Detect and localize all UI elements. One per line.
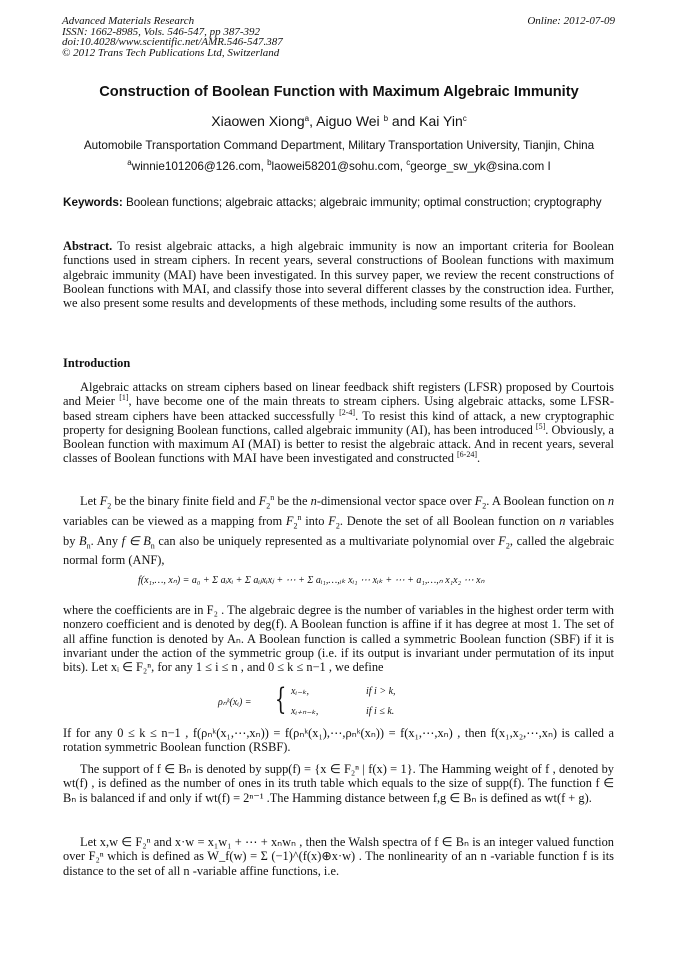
rho-case-1: xᵢ₋ₖ, — [291, 686, 310, 697]
online-date: Online: 2012-07-09 — [527, 15, 615, 27]
rho-condition-1: if i > k, — [366, 686, 396, 697]
citation-3[interactable]: [5] — [535, 421, 546, 431]
keywords-label: Keywords: — [63, 196, 123, 209]
author-1: Xiaowen Xiong — [211, 113, 305, 129]
author-3-mark: c — [462, 114, 467, 123]
intro-paragraph-5: The support of f ∈ Bₙ is denoted by supp(f) = {x ∈ F₂ⁿ | f(x) = 1}. The Hamming weight of f , denoted by wt(f) , is defined as the number of ones in its truth table which equals to the size of supp(f). The function f ∈ Bₙ is balanced if and only if wt(f) = 2ⁿ⁻¹ .The Hamming distance between f,g ∈ Bₙ is defined as wt(f + g). — [63, 762, 614, 805]
rho-condition-2: if i ≤ k. — [366, 706, 395, 717]
intro-paragraph-1 — [63, 380, 614, 466]
author-2: , Aiguo Wei — [309, 113, 384, 129]
author-3: and Kai Yin — [388, 113, 463, 129]
intro-p1-text-b: , have become one of the main threats to stream ciphers. Using algebraic attacks, some LFSR-based stream ciphers have been attacked successfully — [63, 394, 615, 423]
piecewise-brace: { — [274, 682, 287, 717]
intro-p1-text-d: . Obviously, a Boolean function with maximum AI (MAI) is better to resist the algebraic attack. And in recent years, several classes of Boolean functions with MAI have been investigated and constructed — [63, 422, 614, 466]
copyright-line: © 2012 Trans Tech Publications Ltd, Switzerland — [62, 46, 280, 59]
abstract-label: Abstract. — [63, 239, 113, 253]
email-2[interactable]: laowei58201@sohu.com, — [271, 160, 407, 173]
email-3-mark: c — [406, 158, 411, 167]
citation-2[interactable]: [2-4] — [339, 407, 356, 417]
intro-paragraph-6: Let x,w ∈ F₂ⁿ and x·w = x₁w₁ + ⋯ + xₙwₙ , then the Walsh spectra of f ∈ Bₙ is an integer valued function over F₂ⁿ which is defined as W_f(w) = Σ (−1)^(f(x)⊕x·w) . The nonlinearity of an n -variable function f is its distance to the set of all n -variable affine functions, i.e. — [63, 835, 614, 878]
citation-1[interactable]: [1] — [119, 393, 129, 403]
paper-title: Construction of Boolean Function with Maximum Algebraic Immunity — [99, 84, 579, 100]
email-1-mark: a — [127, 158, 132, 167]
author-2-mark: b — [383, 114, 389, 123]
intro-p1-text-c: . To resist this kind of attack, a new cryptographic property for designing Boolean functions, called algebraic immunity (AI), has been introduced — [63, 408, 614, 437]
rho-lhs: ρₙᵏ(xᵢ) = — [218, 697, 252, 708]
citation-4[interactable]: [6-24] — [456, 450, 477, 460]
email-2-mark: b — [267, 158, 272, 167]
journal-name: Advanced Materials Research — [62, 15, 195, 27]
intro-p1-text-a: Algebraic attacks on stream ciphers based on linear feedback shift registers (LFSR) proposed by Courtois and Meier — [63, 380, 614, 409]
affiliation: Automobile Transportation Command Department, Military Transportation University, Tianjin, China — [83, 139, 595, 152]
intro-paragraph-4: If for any 0 ≤ k ≤ n−1 , f(ρₙᵏ(x₁,⋯,xₙ)) = f(ρₙᵏ(x₁),⋯,ρₙᵏ(xₙ)) = f(x₁,⋯,xₙ) , then f(x₁,x₂,⋯,xₙ) is called a rotation symmetric Boolean function (RSBF). — [63, 726, 614, 755]
intro-paragraph-2: Let $F_2$ be the binary finite field and $F_2^n$ be the n-dimensional vector space over $F_2$. A Boolean function on n variables can be viewed as a mapping from $F_2^n$ into $F_2$. Denote the set of all Boolean function on n variables by $B_n$. Any f ∈ $B_n$ can also be uniquely represented as a multivariate polynomial over $F_2$, called the algebraic normal form (ANF), — [63, 493, 615, 568]
author-list — [40, 113, 638, 129]
abstract — [63, 239, 614, 310]
keywords-text: Boolean functions; algebraic attacks; algebraic immunity; optimal construction; cryptography — [122, 196, 602, 209]
journal-header — [62, 16, 615, 58]
doi-line[interactable]: doi:10.4028/www.scientific.net/AMR.546-547.387 — [62, 36, 283, 49]
issn-line: ISSN: 1662-8985, Vols. 546-547, pp 387-392 — [62, 25, 260, 38]
rho-case-2: xᵢ₊ₙ₋ₖ, — [291, 706, 319, 717]
keywords — [63, 196, 614, 210]
intro-p1-text-e: . — [476, 451, 481, 466]
intro-paragraph-3: where the coefficients are in F₂ . The algebraic degree is the number of variables in the highest order term with nonzero coefficient and is denoted by deg(f). A Boolean function is affine if it has degree at most 1. The set of all affine function is denoted by Aₙ. A Boolean function is called a symmetric Boolean function (SBF) if it is invariant under the action of the symmetric group (i.e. if its output is invariant under permutation of its input bits). Let xᵢ ∈ F₂ⁿ, for any 1 ≤ i ≤ n , and 0 ≤ k ≤ n−1 , we define — [63, 603, 614, 675]
introduction-heading: Introduction — [63, 356, 131, 370]
abstract-text: To resist algebraic attacks, a high algebraic immunity is now an important criteria for Boolean functions used in stream ciphers. In recent years, several constructions of Boolean functions with maximum algebraic immunity (MAI) have been investigated. In this survey paper, we review the recent constructions of Boolean functions with MAI, and classify those into several different classes by the construction idea. Further, we also present some results and developments of these methods, including some results of the authors. — [63, 239, 614, 311]
email-list — [40, 160, 638, 173]
email-3[interactable]: george_sw_yk@sina.com I — [410, 160, 551, 173]
author-1-mark: a — [304, 114, 310, 123]
email-1[interactable]: winnie101206@126.com, — [131, 160, 268, 173]
anf-equation: f(x₁,…, xₙ) = a₀ + Σ aᵢxᵢ + Σ aᵢⱼxᵢxⱼ + ⋯ + Σ aᵢ₁,…,ᵢₖ xᵢ₁ ⋯ xᵢₖ + ⋯ + a₁,…,ₙ x₁x₂ ⋯ xₙ — [138, 575, 485, 586]
